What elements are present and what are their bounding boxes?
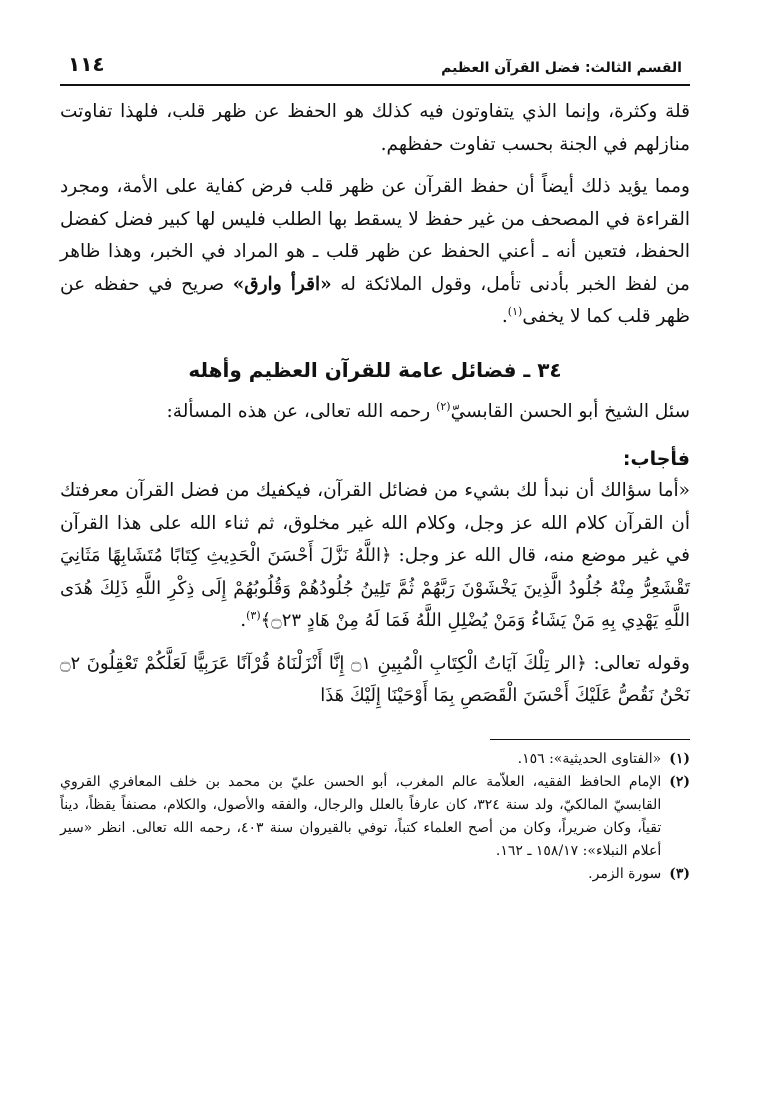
footnote-number: (٣) [669,865,690,882]
answer-text: «أما سؤالك أن نبدأ لك بشيء من فضائل القرآن، فيكفيك من فضل القرآن معرفتك أن القرآن كلام الله عز وجل، وكلام الله غير مخلوق، ثم ثناء الله على هذا القرآن في غير موضع منه، قال الله عز وجل: [60,480,690,566]
footnote-number: (٢) [669,773,690,790]
footnote-ref-3[interactable]: (٣) [246,608,261,622]
quran-verse-zumar: ﴿اللَّهُ نَزَّلَ أَحْسَنَ الْحَدِيثِ كِتَابًا مُتَشَابِهًا مَثَانِيَ تَقْشَعِرُّ مِنْهُ جُلُودُ الَّذِينَ يَخْشَوْنَ رَبَّهُمْ ثُمَّ تَلِينُ جُلُودُهُمْ وَقُلُوبُهُمْ إِلَى ذِكْرِ اللَّهِ ذَلِكَ هُدَى اللَّهِ يَهْدِي بِهِ مَنْ يَشَاءُ وَمَنْ يُضْلِلِ اللَّهُ فَمَا لَهُ مِنْ هَادٍ ۝٢٣﴾ [60,545,690,631]
footnote-divider [490,739,690,740]
footnotes [60,748,690,886]
intro-text-a: سئل الشيخ أبو الحسن القابسيّ [450,401,690,422]
verse-2-intro: وقوله تعالى: [593,652,690,674]
main-text [60,96,690,713]
book-page [60,52,690,1072]
page-number: ١١٤ [68,52,105,76]
footnote-text: «الفتاوى الحديثية»: ١٥٦. [517,750,662,767]
footnote-text: سورة الزمر. [588,865,662,882]
intro-text-b: رحمه الله تعالى، عن هذه المسألة: [166,401,431,422]
section-title: القسم الثالث: فضل القرآن العظيم [441,60,682,76]
running-header [60,52,690,86]
footnote-ref-2[interactable]: (٢) [436,399,451,413]
section-heading: ٣٤ ـ فضائل عامة للقرآن العظيم وأهله [188,357,562,382]
paragraph-2-text-b: صريح في حفظه عن ظهر قلب كما لا يخفى [60,273,690,327]
paragraph-2 [60,171,690,334]
answer-paragraph [60,475,690,638]
footnote-ref-1[interactable]: (١) [507,304,523,318]
paragraph-2-end: . [501,306,508,327]
intro-question [60,396,690,429]
verse-end: . [240,610,247,631]
answer-label: فأجاب: [622,447,690,470]
footnote-number: (١) [669,750,690,767]
verse-2-paragraph [60,648,690,713]
quote-iqra: «اقرأ وارق» [232,273,332,295]
paragraph-2-text: ومما يؤيد ذلك أيضاً أن حفظ القرآن عن ظهر قلب فرض كفاية على الأمة، ومجرد القراءة في المصحف من غير حفظ لا يسقط بها الطلب فليس لها كبير فضل كفضل الحفظ، فتعين أنه ـ أعني الحفظ عن ظهر قلب ـ هو المراد في الخبر، وهذا ظاهر من لفظ الخبر بأدنى تأمل، وقول الملائكة له [60,176,690,295]
footnote-text: الإمام الحافظ الفقيه، العلاّمة عالم المغرب، أبو الحسن عليّ بن محمد بن خلف المعافري القروي القابسيّ المالكيّ، ولد سنة ٣٢٤، كان عارفاً بالعلل والرجال، والفقه والأصول، والكلام، مصنفاً يقظاً، ديناً تقياً، وكان ضريراً، وكان من أصح العلماء كتباً، توفي بالقيروان سنة ٤٠٣، رحمه الله تعالى. انظر «سير أعلام النبلاء»: ١٥٨/١٧ ـ ١٦٢. [60,773,662,859]
footnote-1 [60,748,690,771]
footnote-3 [60,863,690,886]
footnote-2 [60,771,690,863]
paragraph-1: قلة وكثرة، وإنما الذي يتفاوتون فيه كذلك هو الحفظ عن ظهر قلب، فلهذا تفاوتت منازلهم في الجنة بحسب تفاوت حفظهم. [60,101,690,155]
quran-verse-yusuf: ﴿الر تِلْكَ آيَاتُ الْكِتَابِ الْمُبِينِ ۝١ إِنَّا أَنْزَلْنَاهُ قُرْآنًا عَرَبِيًّا لَعَلَّكُمْ تَعْقِلُونَ ۝٢ نَحْنُ نَقُصُّ عَلَيْكَ أَحْسَنَ الْقَصَصِ بِمَا أَوْحَيْنَا إِلَيْكَ هَذَا [60,652,690,706]
